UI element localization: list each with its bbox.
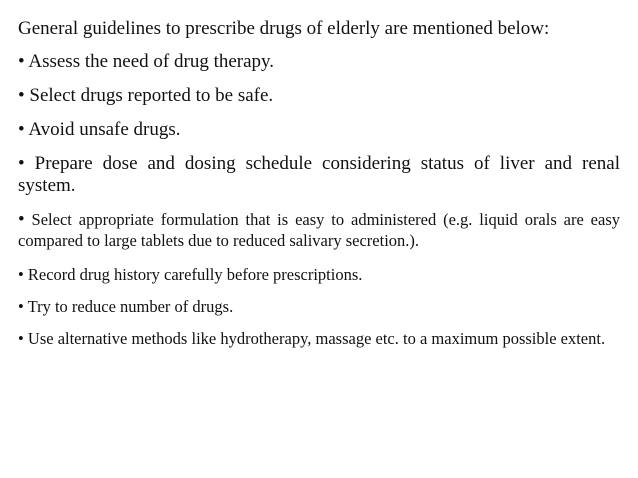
bullet-dot: • xyxy=(18,329,24,348)
bullet-dot: • xyxy=(18,153,25,174)
bullet-dot: • xyxy=(18,297,24,316)
bullet-item xyxy=(18,153,620,197)
bullet-item xyxy=(18,119,620,141)
bullet-dot: • xyxy=(18,51,25,72)
slide-heading: General guidelines to prescribe drugs of elderly are mentioned below: xyxy=(18,18,550,39)
bullet-dot: • xyxy=(18,85,25,106)
bullet-text: Avoid unsafe drugs. xyxy=(28,119,181,140)
bullet-text: Select appropriate formulation that is easy to administered (e.g. liquid orals are easy compared to large tablets due to reduced salivary secretion.). xyxy=(18,210,620,250)
bullet-item xyxy=(18,296,620,317)
bullet-dot: • xyxy=(18,209,25,230)
bullet-text: Prepare dose and dosing schedule considering status of liver and renal system. xyxy=(18,153,620,196)
bullet-dot: • xyxy=(18,265,24,284)
bullet-text: Select drugs reported to be safe. xyxy=(29,85,274,106)
bullet-text: Record drug history carefully before prescriptions. xyxy=(27,265,363,284)
bullet-text: Try to reduce number of drugs. xyxy=(27,297,234,316)
slide-content xyxy=(18,16,620,360)
bullet-item xyxy=(18,51,620,73)
bullet-item xyxy=(18,264,620,285)
bullet-item xyxy=(18,85,620,107)
bullet-text: Assess the need of drug therapy. xyxy=(28,51,275,72)
bullet-item xyxy=(18,328,620,349)
bullet-text: Use alternative methods like hydrotherapy, massage etc. to a maximum possible extent. xyxy=(27,329,606,348)
bullet-list xyxy=(18,51,620,349)
bullet-dot: • xyxy=(18,119,25,140)
bullet-item xyxy=(18,209,620,251)
